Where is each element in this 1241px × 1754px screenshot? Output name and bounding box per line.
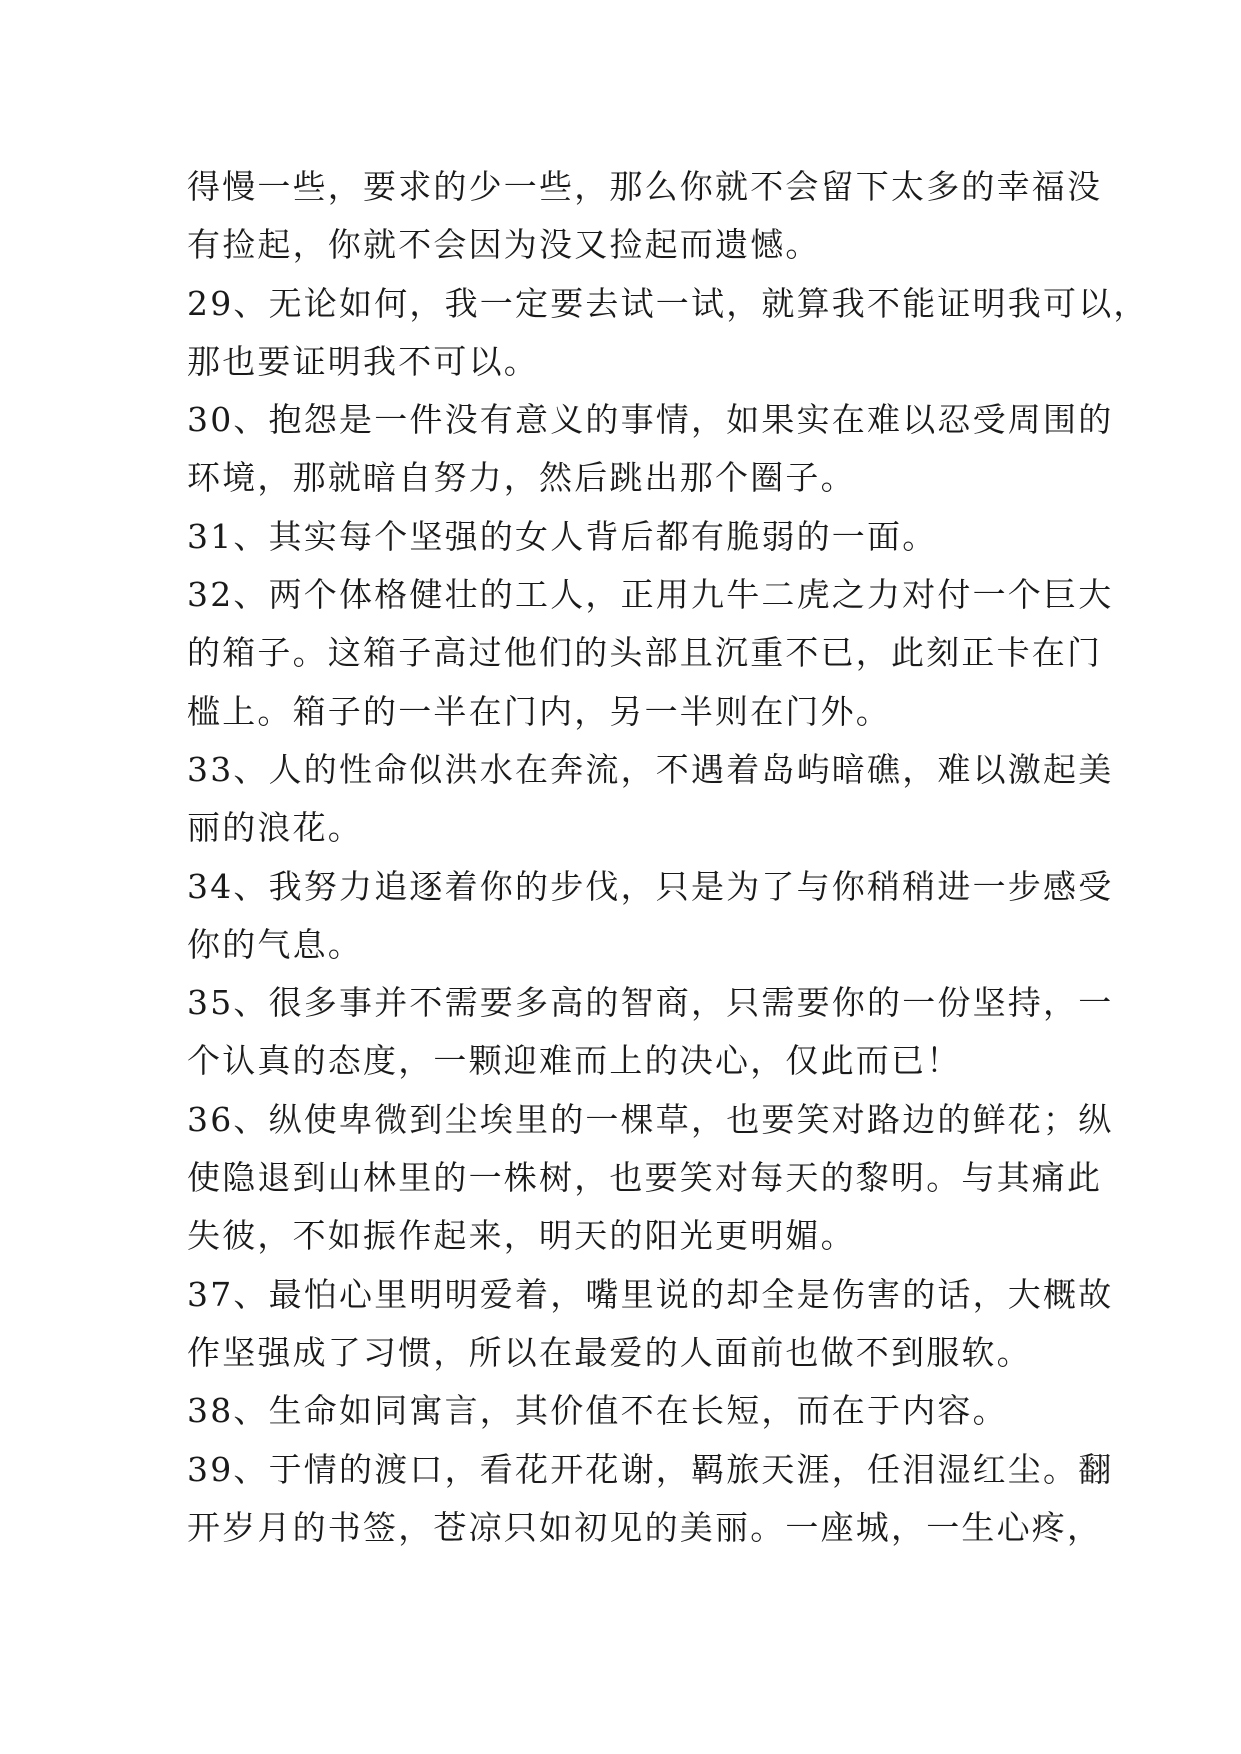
text-line: 失彼，不如振作起来，明天的阳光更明媚。 xyxy=(187,1216,856,1256)
text-line: 30、抱怨是一件没有意义的事情，如果实在难以忍受周围的 xyxy=(187,400,1114,440)
text-line: 33、人的性命似洪水在奔流，不遇着岛屿暗礁，难以激起美 xyxy=(187,749,1114,789)
text-line: 丽的浪花。 xyxy=(187,808,363,848)
text-line: 开岁月的书签，苍凉只如初见的美丽。一座城，一生心疼， xyxy=(187,1507,1103,1547)
text-line: 36、纵使卑微到尘埃里的一棵草，也要笑对路边的鲜花；纵 xyxy=(187,1099,1114,1139)
text-line: 你的气息。 xyxy=(187,924,363,964)
text-line: 的箱子。这箱子高过他们的头部且沉重不已，此刻正卡在门 xyxy=(187,633,1103,673)
text-line: 环境，那就暗自努力，然后跳出那个圈子。 xyxy=(187,458,856,498)
text-line: 使隐退到山林里的一株树，也要笑对每天的黎明。与其痛此 xyxy=(187,1158,1103,1198)
text-line: 38、生命如同寓言，其价值不在长短，而在于内容。 xyxy=(187,1391,1008,1431)
text-line: 个认真的态度，一颗迎难而上的决心，仅此而已！ xyxy=(187,1041,962,1081)
text-line: 作坚强成了习惯，所以在最爱的人面前也做不到服软。 xyxy=(187,1332,1032,1372)
text-line: 有捡起，你就不会因为没又捡起而遗憾。 xyxy=(187,225,821,265)
text-line: 37、最怕心里明明爱着，嘴里说的却全是伤害的话，大概故 xyxy=(187,1274,1114,1314)
text-line: 29、无论如何，我一定要去试一试，就算我不能证明我可以， xyxy=(187,283,1149,323)
text-line: 35、很多事并不需要多高的智商，只需要你的一份坚持，一 xyxy=(187,983,1114,1023)
document-body xyxy=(187,158,1149,1557)
text-line: 得慢一些，要求的少一些，那么你就不会留下太多的幸福没 xyxy=(187,167,1103,206)
text-line: 34、我努力追逐着你的步伐，只是为了与你稍稍进一步感受 xyxy=(187,866,1114,906)
text-line: 32、两个体格健壮的工人，正用九牛二虎之力对付一个巨大 xyxy=(187,575,1114,615)
text-line: 那也要证明我不可以。 xyxy=(187,341,539,381)
text-line: 31、其实每个坚强的女人背后都有脆弱的一面。 xyxy=(187,516,938,556)
text-line: 39、于情的渡口，看花开花谢，羁旅天涯，任泪湿红尘。翻 xyxy=(187,1449,1114,1489)
text-line: 槛上。箱子的一半在门内，另一半则在门外。 xyxy=(187,691,891,731)
